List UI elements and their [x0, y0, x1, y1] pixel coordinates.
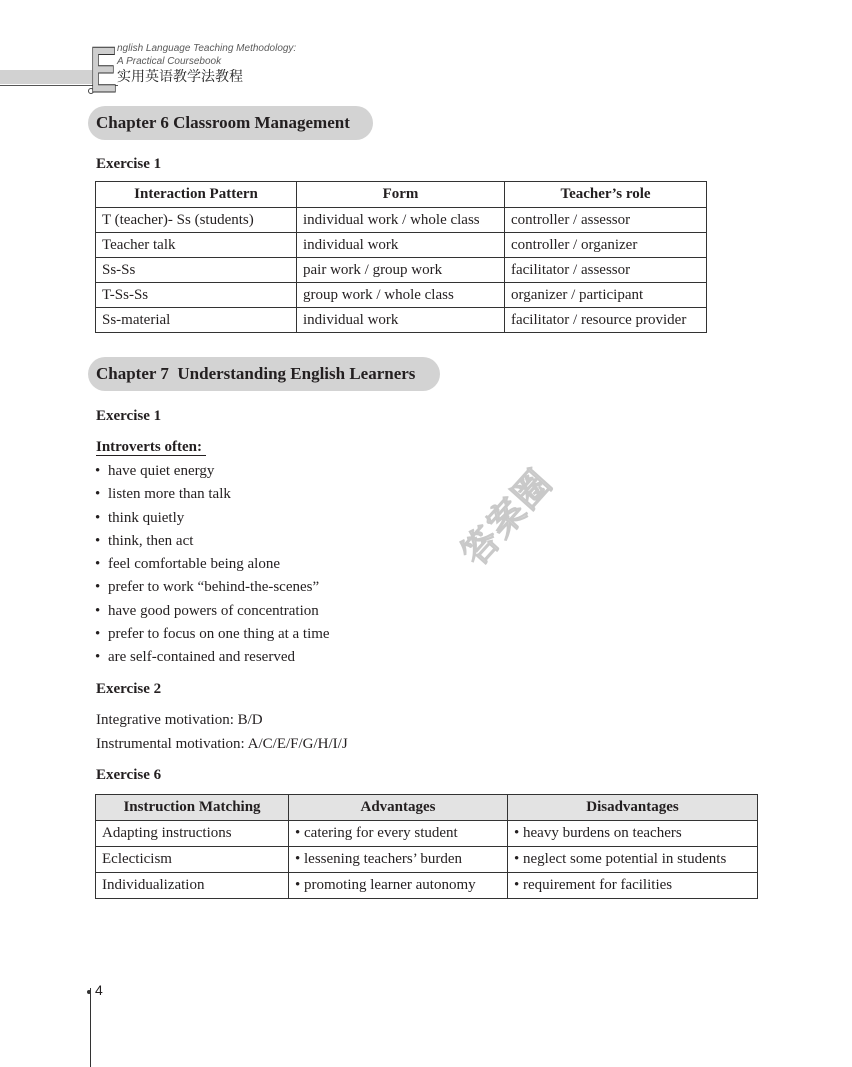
table-row — [96, 208, 707, 233]
table-cell: • promoting learner autonomy — [289, 873, 508, 899]
list-item-text: are self-contained and reserved — [108, 649, 295, 666]
bullet-icon: • — [95, 556, 101, 573]
table-cell: individual work — [297, 308, 505, 333]
table-cell: group work / whole class — [297, 283, 505, 308]
bullet-icon: • — [95, 509, 101, 526]
integrative-motivation-answer: Integrative motivation: B/D — [96, 712, 263, 728]
series-drop-cap: E — [90, 33, 117, 106]
table-cell: pair work / group work — [297, 258, 505, 283]
table-cell: Adapting instructions — [96, 821, 289, 847]
table-header-cell: Interaction Pattern — [96, 182, 297, 208]
series-title-line2: A Practical Coursebook — [117, 56, 222, 67]
list-item — [95, 462, 330, 485]
table-cell: organizer / participant — [505, 283, 707, 308]
bullet-icon: • — [95, 579, 101, 596]
table-cell: • lessening teachers’ burden — [289, 847, 508, 873]
table-cell: individual work — [297, 233, 505, 258]
list-item-text: think quietly — [108, 509, 185, 526]
bullet-icon: • — [95, 626, 101, 643]
header-bar — [0, 70, 92, 84]
table-cell: controller / assessor — [505, 208, 707, 233]
table-cell: Teacher talk — [96, 233, 297, 258]
list-item — [95, 509, 330, 532]
table-row — [96, 847, 758, 873]
list-item-text: listen more than talk — [108, 486, 231, 503]
table-header-cell: Teacher’s role — [505, 182, 707, 208]
table-cell: • heavy burdens on teachers — [508, 821, 758, 847]
list-item-text: have quiet energy — [108, 463, 215, 479]
series-title-chinese: 实用英语教学法教程 — [117, 69, 243, 85]
table-row — [96, 233, 707, 258]
chapter7-exercise1-label: Exercise 1 — [96, 408, 162, 424]
list-item — [95, 578, 330, 601]
list-item-text: prefer to work “behind-the-scenes” — [108, 579, 320, 596]
table-row — [96, 283, 707, 308]
list-item-text: prefer to focus on one thing at a time — [108, 626, 330, 643]
table-cell: • catering for every student — [289, 821, 508, 847]
chapter6-exercise1-label: Exercise 1 — [96, 156, 162, 172]
table-header-cell: Advantages — [289, 795, 508, 821]
bullet-icon: • — [95, 602, 101, 619]
table-header-row — [96, 182, 707, 208]
series-title-line1: nglish Language Teaching Methodology: — [117, 43, 297, 54]
table-header-row — [96, 795, 758, 821]
interaction-pattern-table — [95, 181, 707, 333]
list-item — [95, 532, 330, 555]
chapter6-heading: Chapter 6 Classroom Management — [88, 106, 373, 140]
table-cell: Ss-material — [96, 308, 297, 333]
introverts-heading: Introverts often: — [96, 439, 206, 456]
table-cell: Ss-Ss — [96, 258, 297, 283]
chapter7-exercise2-label: Exercise 2 — [96, 681, 162, 697]
list-item — [95, 648, 330, 671]
table-cell: • requirement for facilities — [508, 873, 758, 899]
instruction-matching-table — [95, 794, 758, 899]
table-cell: facilitator / assessor — [505, 258, 707, 283]
table-cell: controller / organizer — [505, 233, 707, 258]
bullet-icon: • — [95, 463, 101, 479]
table-cell: T (teacher)- Ss (students) — [96, 208, 297, 233]
table-cell: Individualization — [96, 873, 289, 899]
table-header-cell: Disadvantages — [508, 795, 758, 821]
list-item-text: feel comfortable being alone — [108, 556, 281, 573]
bullet-icon: • — [95, 486, 101, 503]
table-row — [96, 258, 707, 283]
list-item-text: think, then act — [108, 532, 194, 549]
footer-rule — [90, 988, 91, 1067]
list-item-text: have good powers of concentration — [108, 602, 319, 619]
footer-dot-ornament — [87, 990, 91, 994]
bullet-icon: • — [95, 532, 101, 549]
watermark-stamp: 答案圈 — [454, 461, 562, 574]
table-cell: • neglect some potential in students — [508, 847, 758, 873]
table-cell: Eclecticism — [96, 847, 289, 873]
table-cell: T-Ss-Ss — [96, 283, 297, 308]
page-number: 4 — [95, 982, 103, 998]
chapter7-exercise6-label: Exercise 6 — [96, 767, 162, 783]
list-item — [95, 485, 330, 508]
instrumental-motivation-answer: Instrumental motivation: A/C/E/F/G/H/I/J — [96, 736, 348, 752]
introverts-heading-wrap — [96, 438, 206, 456]
table-cell: facilitator / resource provider — [505, 308, 707, 333]
table-header-cell: Instruction Matching — [96, 795, 289, 821]
list-item — [95, 625, 330, 648]
chapter7-heading: Chapter 7 Understanding English Learners — [88, 357, 440, 391]
table-row — [96, 308, 707, 333]
bullet-icon: • — [95, 649, 101, 666]
table-row — [96, 821, 758, 847]
table-cell: individual work / whole class — [297, 208, 505, 233]
list-item — [95, 602, 330, 625]
introverts-list — [95, 462, 330, 672]
list-item — [95, 555, 330, 578]
table-row — [96, 873, 758, 899]
table-header-cell: Form — [297, 182, 505, 208]
